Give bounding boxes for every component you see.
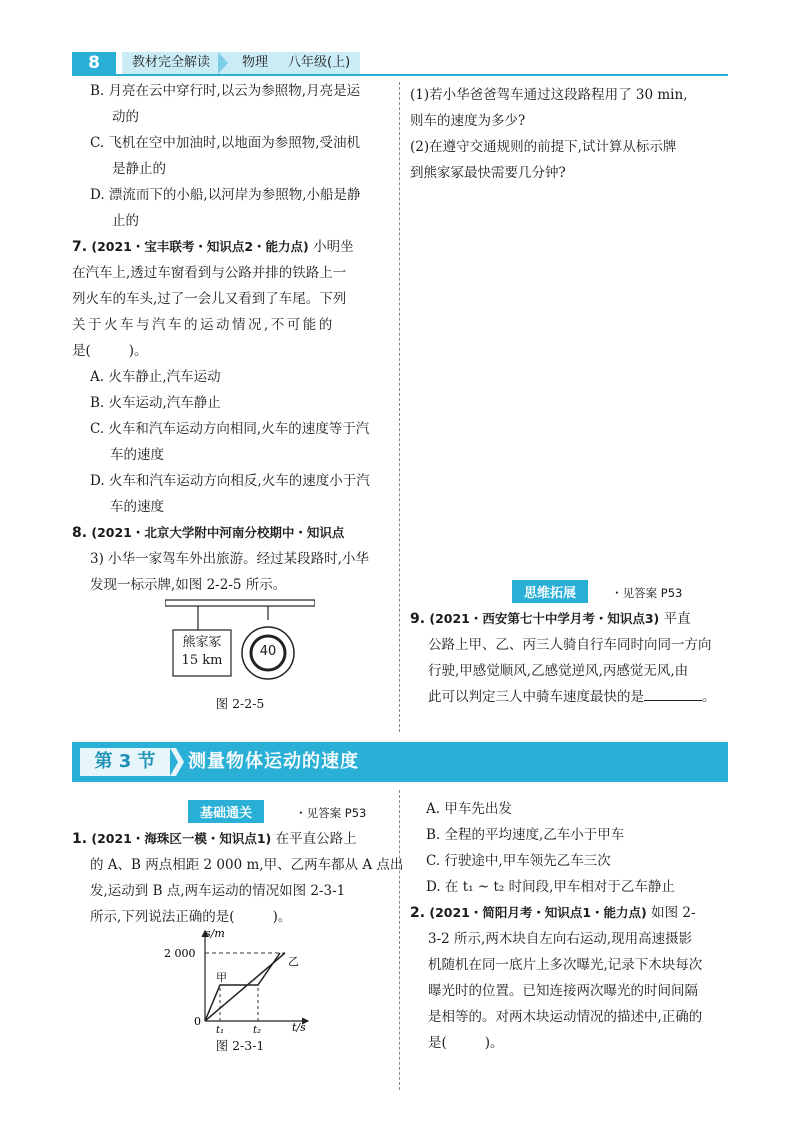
sign-distance: 15 km xyxy=(181,653,223,668)
q9-source: (2021・西安第七十中学月考・知识点3) xyxy=(429,611,660,626)
question-1-options xyxy=(426,796,736,900)
q1-option-d: D. 在 t₁ ~ t₂ 时间段,甲车相对于乙车静止 xyxy=(426,879,675,895)
q9-text-2: 公路上甲、乙、丙三人骑自行车同时向同一方向 xyxy=(428,637,712,653)
q7-source: (2021・宝丰联考・知识点2・能力点) xyxy=(91,239,309,254)
q2-text-4: 曝光时的位置。已知连接两次曝光的时间间隔 xyxy=(428,983,698,999)
option-d-line1: D. 漂流而下的小船,以河岸为参照物,小船是静 xyxy=(90,187,361,203)
q7-text-4: 关于火车与汽车的运动情况,不可能的 xyxy=(72,317,335,333)
q8-part1-line2: 则车的速度为多少? xyxy=(410,113,526,129)
q1-text-4a: 所示,下列说法正确的是( xyxy=(90,909,235,925)
q2-source: (2021・简阳月考・知识点1・能力点) xyxy=(429,905,647,920)
question-7 xyxy=(72,234,392,520)
origin-label: 0 xyxy=(194,1015,201,1028)
q8-source: (2021・北京大学附中河南分校期中・知识点 xyxy=(91,525,345,540)
figure-2-3-1-caption: 图 2-3-1 xyxy=(215,1038,265,1053)
basic-pass-tag xyxy=(188,800,398,823)
grade: 八年级(上) xyxy=(288,55,351,70)
figure-2-2-5-caption: 图 2-2-5 xyxy=(215,696,265,711)
tag-label-basic: 基础通关 xyxy=(188,800,264,823)
q2-text-1: 如图 2- xyxy=(651,905,696,921)
series-yi-line xyxy=(205,953,285,1021)
option-d-line2: 止的 xyxy=(112,213,139,229)
sign-place: 熊家冢 xyxy=(182,635,222,650)
thinking-extension-tag xyxy=(512,580,732,603)
q9-number: 9. xyxy=(410,611,426,627)
q7-text-2: 在汽车上,透过车窗看到与公路并排的铁路上一 xyxy=(72,265,347,281)
series-yi-label: 乙 xyxy=(288,955,299,968)
q2-number: 2. xyxy=(410,905,426,921)
y-axis-label: s/m xyxy=(205,927,225,940)
page-number: 8 xyxy=(72,52,116,74)
option-b-line1: B. 月亮在云中穿行时,以云为参照物,月亮是运 xyxy=(90,83,361,99)
sign-bar xyxy=(165,600,315,606)
question-1 xyxy=(72,826,404,930)
tag-label: 思维拓展 xyxy=(512,580,588,603)
q1-text-2: 的 A、B 两点相距 2 000 m,甲、乙两车都从 A 点出 xyxy=(90,857,404,873)
y-tick-2000: 2 000 xyxy=(164,947,196,960)
q2-text-5: 是相等的。对两木块运动情况的描述中,正确的 xyxy=(428,1009,703,1025)
q1-text-1: 在平直公路上 xyxy=(275,831,357,847)
q8-text-3: 发现一标示牌,如图 2-2-5 所示。 xyxy=(90,577,287,593)
section-number: 第 3 节 xyxy=(80,748,170,776)
q9-text-3: 行驶,甲感觉顺风,乙感觉逆风,丙感觉无风,由 xyxy=(428,663,689,679)
q1-option-b: B. 全程的平均速度,乙车小于甲车 xyxy=(426,827,625,843)
q1-option-a: A. 甲车先出发 xyxy=(426,801,512,817)
answer-reference[interactable]: ・见答案 P53 xyxy=(611,586,683,600)
running-header xyxy=(122,52,360,74)
q2-text-2: 3-2 所示,两木块自左向右运动,现用高速摄影 xyxy=(428,931,693,947)
question-8-parts xyxy=(410,82,730,186)
left-column-top xyxy=(90,78,390,234)
q2-text-3: 机随机在同一底片上多次曝光,记录下木块每次 xyxy=(428,957,703,973)
question-2 xyxy=(410,900,730,1056)
q1-text-4b: )。 xyxy=(272,909,292,925)
option-c-line2: 是静止的 xyxy=(112,161,166,177)
q1-text-3: 发,运动到 B 点,两车运动的情况如图 2-3-1 xyxy=(90,883,346,899)
q7-option-d1: D. 火车和汽车运动方向相反,火车的速度小于汽 xyxy=(90,473,370,489)
q7-text-5a: 是( xyxy=(72,343,91,359)
q8-text-2: 3) 小华一家驾车外出旅游。经过某段路时,小华 xyxy=(90,551,369,567)
q7-option-a: A. 火车静止,汽车运动 xyxy=(90,369,221,385)
q7-option-d2: 车的速度 xyxy=(110,499,164,515)
q7-option-b: B. 火车运动,汽车静止 xyxy=(90,395,221,411)
q8-part2-line1: (2)在遵守交通规则的前提下,试计算从标示牌 xyxy=(410,139,677,155)
q7-option-c2: 车的速度 xyxy=(110,447,164,463)
speed-limit-value: 40 xyxy=(259,644,277,659)
q9-answer-blank[interactable] xyxy=(644,686,702,701)
book-title: 教材完全解读 xyxy=(132,55,211,70)
q1-number: 1. xyxy=(72,831,88,847)
header-rule xyxy=(72,74,728,76)
header-arrow-icon xyxy=(218,52,228,74)
q9-text-4: 此可以判定三人中骑车速度最快的是 xyxy=(428,689,644,705)
q2-text-6a: 是( xyxy=(428,1035,447,1051)
q7-text-5b: )。 xyxy=(128,343,148,359)
q7-text-3: 列火车的车头,过了一会儿又看到了车尾。下列 xyxy=(72,291,347,307)
question-8 xyxy=(72,520,392,598)
x-tick-t2: t₂ xyxy=(253,1025,262,1035)
q8-part1-line1: (1)若小华爸爸驾车通过这段路程用了 30 min, xyxy=(410,87,688,103)
column-divider-top xyxy=(399,82,400,732)
section-title: 测量物体运动的速度 xyxy=(188,751,359,772)
column-divider-bottom xyxy=(399,790,400,1090)
q7-number: 7. xyxy=(72,239,88,255)
series-jia-label: 甲 xyxy=(216,971,227,984)
q9-text-1: 平直 xyxy=(663,611,691,627)
q8-number: 8. xyxy=(72,525,88,541)
answer-reference-basic[interactable]: ・见答案 P53 xyxy=(295,806,367,820)
q7-text-1: 小明坐 xyxy=(313,239,354,255)
distance-sign-text xyxy=(173,634,231,670)
section-divider-icon xyxy=(170,748,184,776)
st-chart xyxy=(150,925,320,1035)
x-axis-label: t/s xyxy=(292,1021,306,1034)
q8-part2-line2: 到熊家冢最快需要几分钟? xyxy=(410,165,566,181)
option-c-line1: C. 飞机在空中加油时,以地面为参照物,受油机 xyxy=(90,135,361,151)
q9-end: 。 xyxy=(702,689,716,705)
option-b-line2: 动的 xyxy=(112,109,139,125)
subject: 物理 xyxy=(242,55,269,70)
q1-option-c: C. 行驶途中,甲车领先乙车三次 xyxy=(426,853,611,869)
q1-source: (2021・海珠区一模・知识点1) xyxy=(91,831,272,846)
q2-text-6b: )。 xyxy=(484,1035,504,1051)
question-9 xyxy=(410,606,730,710)
x-tick-t1: t₁ xyxy=(216,1025,225,1035)
q7-option-c1: C. 火车和汽车运动方向相同,火车的速度等于汽 xyxy=(90,421,370,437)
